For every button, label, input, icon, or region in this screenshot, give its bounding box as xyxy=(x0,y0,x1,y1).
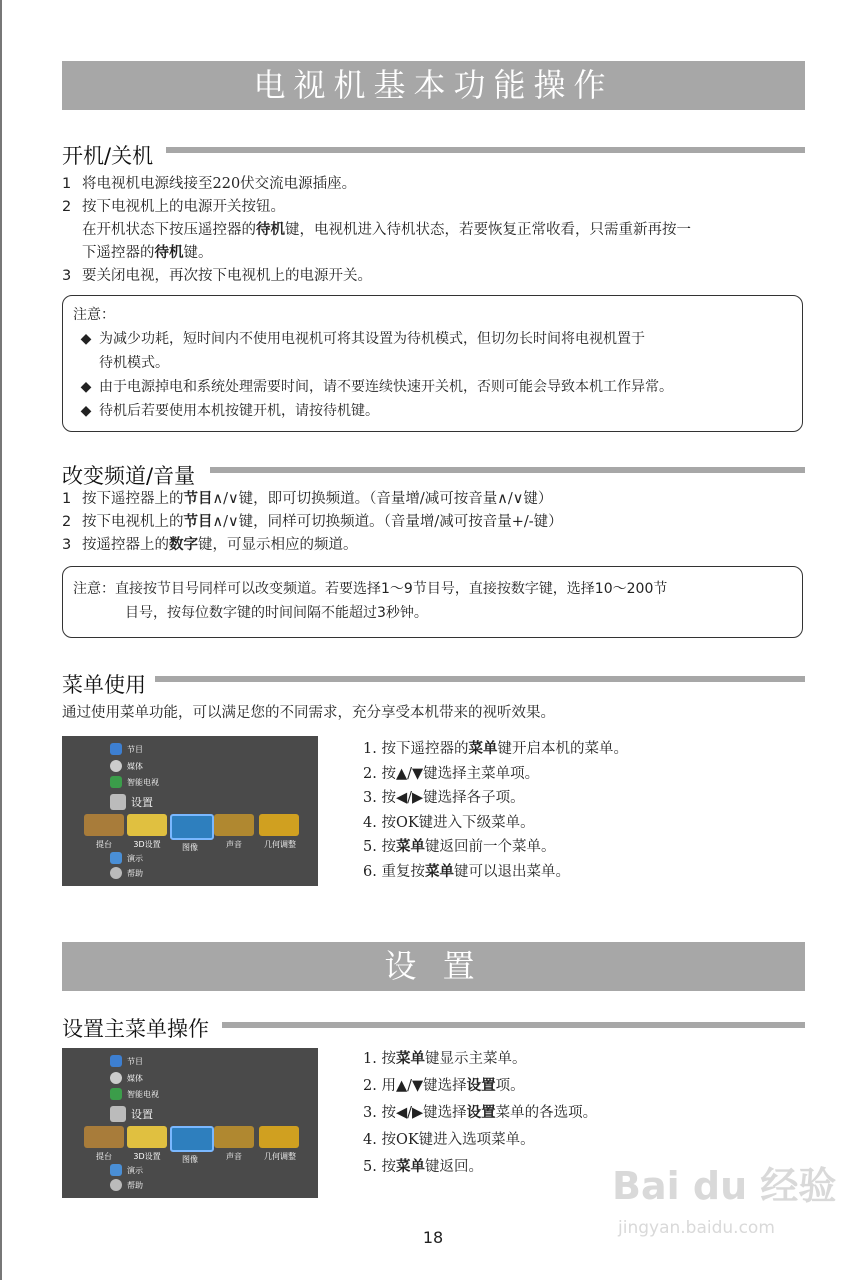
heading-rule xyxy=(210,467,805,473)
heading-rule xyxy=(155,676,805,682)
menu-intro: 通过使用菜单功能，可以满足您的不同需求，充分享受本机带来的视听效果。 xyxy=(62,705,555,721)
station-icon xyxy=(84,814,124,836)
power-steps: 1 将电视机电源线接至220伏交流电源插座。 2 按下电视机上的电源开关按钮。 在开机状态下按压遥控器的待机键，电视机进入待机状态，若要恢复正常收看，只需重新再按一 下遥控器的待机键。 3 要关闭电视，再次按下电视机上的电源开关。 xyxy=(62,176,691,284)
section-banner-setup: 设 置 xyxy=(62,942,805,991)
picture-icon xyxy=(170,814,214,840)
watermark-logo: Bai du 经验 xyxy=(612,1164,837,1208)
media-icon xyxy=(110,1072,122,1084)
section-banner-basic: 电视机基本功能操作 xyxy=(62,61,805,110)
heading-rule xyxy=(222,1022,805,1028)
menu-screenshot-setup: 节目 媒体 智能电视 设置 提台 3D设置 图像 声音 几何调整 演示 帮助 xyxy=(62,1048,318,1198)
menu-screenshot: 节目 媒体 智能电视 设置 提台 3D设置 图像 声音 几何调整 演示 帮助 xyxy=(62,736,318,886)
geometry-icon xyxy=(259,814,299,836)
gear-icon xyxy=(110,794,126,810)
watermark-url: jingyan.baidu.com xyxy=(618,1218,775,1238)
page-border xyxy=(0,0,2,1280)
heading-rule xyxy=(166,147,805,153)
demo-icon xyxy=(110,852,122,864)
picture-icon xyxy=(170,1126,214,1152)
smart-tv-icon xyxy=(110,776,122,788)
menu-steps: 1. 按下遥控器的菜单键开启本机的菜单。 2. 按▲/▼键选择主菜单项。 3. 按◀/▶键选择各子项。 4. 按OK键进入下级菜单。 5. 按菜单键返回前一个菜单。 6. 重复按菜单键可以退出菜单。 xyxy=(363,741,628,880)
station-icon xyxy=(84,1126,124,1148)
note-channel: 注意：直接按节目号同样可以改变频道。若要选择1～9节目号，直接按数字键，选择10～200节 目号，按每位数字键的时间间隔不能超过3秒钟。 xyxy=(62,566,803,638)
page-number: 18 xyxy=(422,1228,444,1247)
gear-icon xyxy=(110,1106,126,1122)
heading-menu: 菜单使用 xyxy=(62,673,146,697)
media-icon xyxy=(110,760,122,772)
3d-icon xyxy=(127,1126,167,1148)
geometry-icon xyxy=(259,1126,299,1148)
sound-icon xyxy=(214,814,254,836)
heading-power: 开机/关机 xyxy=(62,144,154,168)
smart-tv-icon xyxy=(110,1088,122,1100)
channel-steps: 1 按下遥控器上的节目∧/∨键，即可切换频道。（音量增/减可按音量∧/∨键） 2 按下电视机上的节目∧/∨键，同样可切换频道。（音量增/减可按音量+/-键） 3 按遥控器上的数字键，可显示相应的频道。 xyxy=(62,491,563,553)
note-power: 注意： ◆ 为减少功耗，短时间内不使用电视机可将其设置为待机模式，但切勿长时间将电视机置于 待机模式。 ◆ 由于电源掉电和系统处理需要时间，请不要连续快速开关机，否则可能会导致本机工作异常。 ◆ 待机后若要使用本机按键开机，请按待机键。 xyxy=(62,295,803,432)
program-icon xyxy=(110,1055,122,1067)
help-icon xyxy=(110,867,122,879)
heading-setup: 设置主菜单操作 xyxy=(62,1017,209,1041)
help-icon xyxy=(110,1179,122,1191)
setup-steps: 1. 按菜单键显示主菜单。 2. 用▲/▼键选择设置项。 3. 按◀/▶键选择设置菜单的各选项。 4. 按OK键进入选项菜单。 5. 按菜单键返回。 xyxy=(363,1051,598,1175)
heading-channel: 改变频道/音量 xyxy=(62,464,196,488)
demo-icon xyxy=(110,1164,122,1176)
3d-icon xyxy=(127,814,167,836)
program-icon xyxy=(110,743,122,755)
sound-icon xyxy=(214,1126,254,1148)
